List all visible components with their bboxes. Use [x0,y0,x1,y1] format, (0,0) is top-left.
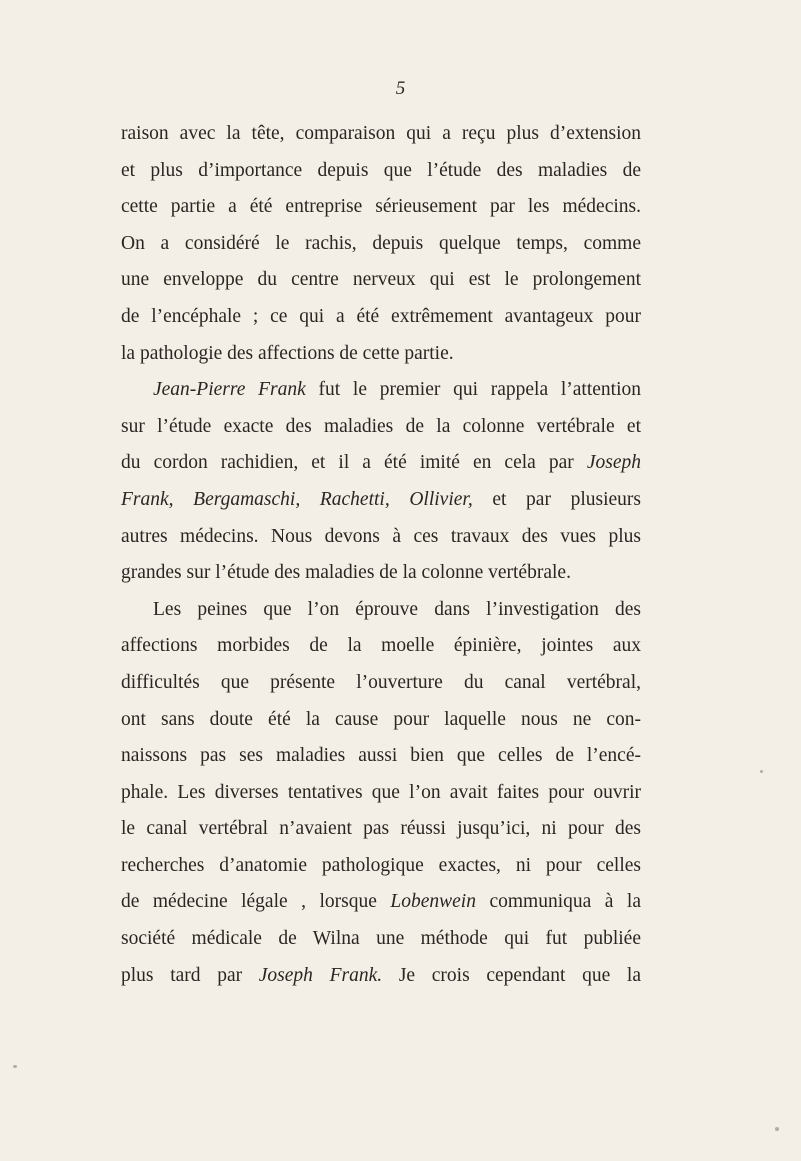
text-line [121,299,641,336]
text-line [121,409,641,446]
text-line [121,226,641,263]
text-segment: cette partie a été entreprise sérieusement par les médecins. [121,196,641,218]
paper-speck [13,1065,17,1068]
text-segment: phale. Les diverses tentatives que l’on avait faites pour ouvrir [121,781,641,803]
text-line [121,153,641,190]
text-segment: une enveloppe du centre nerveux qui est le prolongement [121,269,641,291]
text-segment: du cordon rachidien, et il a été imité en cela par [121,452,587,474]
text-line [121,775,641,812]
text-segment: de médecine légale , lorsque [121,891,391,913]
text-line [121,189,641,226]
text-segment: difficultés que présente l’ouverture du canal vertébral, [121,671,641,693]
text-segment: plus tard par [121,964,259,986]
text-line [121,702,641,739]
text-segment: autres médecins. Nous devons à ces travaux des vues plus [121,525,641,547]
paper-speck [775,1127,779,1131]
text-line [121,665,641,702]
text-line [121,482,641,519]
text-line [121,884,641,921]
text-line [121,519,641,556]
text-line [121,958,641,995]
italic-name: Jean-Pierre Frank [153,379,306,401]
text-segment: sur l’étude exacte des maladies de la colonne vertébrale et [121,415,641,437]
italic-name: Lobenwein [390,891,476,913]
text-segment: Je crois cependant que la [382,964,641,986]
text-segment: Les peines que l’on éprouve dans l’investigation des [153,598,641,620]
text-line [121,555,641,592]
text-segment: le canal vertébral n’avaient pas réussi jusqu’ici, ni pour des [121,818,641,840]
text-line [121,336,641,373]
text-segment: et par plusieurs [472,488,641,510]
text-line [121,262,641,299]
text-segment: de l’encéphale ; ce qui a été extrêmement avantageux pour [121,305,641,327]
text-segment: fut le premier qui rappela l’attention [305,379,641,401]
text-line [121,811,641,848]
italic-name: Frank, Bergamaschi, Rachetti, Ollivier, [121,488,473,510]
text-segment: ont sans doute été la cause pour laquelle nous ne con- [121,708,641,730]
text-line [121,921,641,958]
text-segment: et plus d’importance depuis que l’étude des maladies de [121,159,641,181]
text-line [121,628,641,665]
italic-name: Joseph Frank. [258,964,383,986]
text-segment: communiqua à la [475,891,641,913]
text-line [121,848,641,885]
text-segment: recherches d’anatomie pathologique exactes, ni pour celles [121,854,641,876]
text-segment: la pathologie des affections de cette partie. [121,342,454,364]
page-number: 5 [395,78,406,99]
text-segment: affections morbides de la moelle épinière, jointes aux [121,635,641,657]
text-line [121,116,641,153]
text-segment: naissons pas ses maladies aussi bien que celles de l’encé- [121,745,641,767]
italic-name: Joseph [586,452,641,474]
body-text [121,116,641,994]
text-segment: On a considéré le rachis, depuis quelque temps, comme [121,232,641,254]
text-segment: société médicale de Wilna une méthode qui fut publiée [121,928,641,950]
text-line [121,445,641,482]
text-line [121,372,641,409]
text-line [121,592,641,629]
text-segment: raison avec la tête, comparaison qui a reçu plus d’extension [121,123,641,144]
text-segment: grandes sur l’étude des maladies de la colonne vertébrale. [121,562,571,584]
paper-speck [760,770,763,773]
text-line [121,738,641,775]
